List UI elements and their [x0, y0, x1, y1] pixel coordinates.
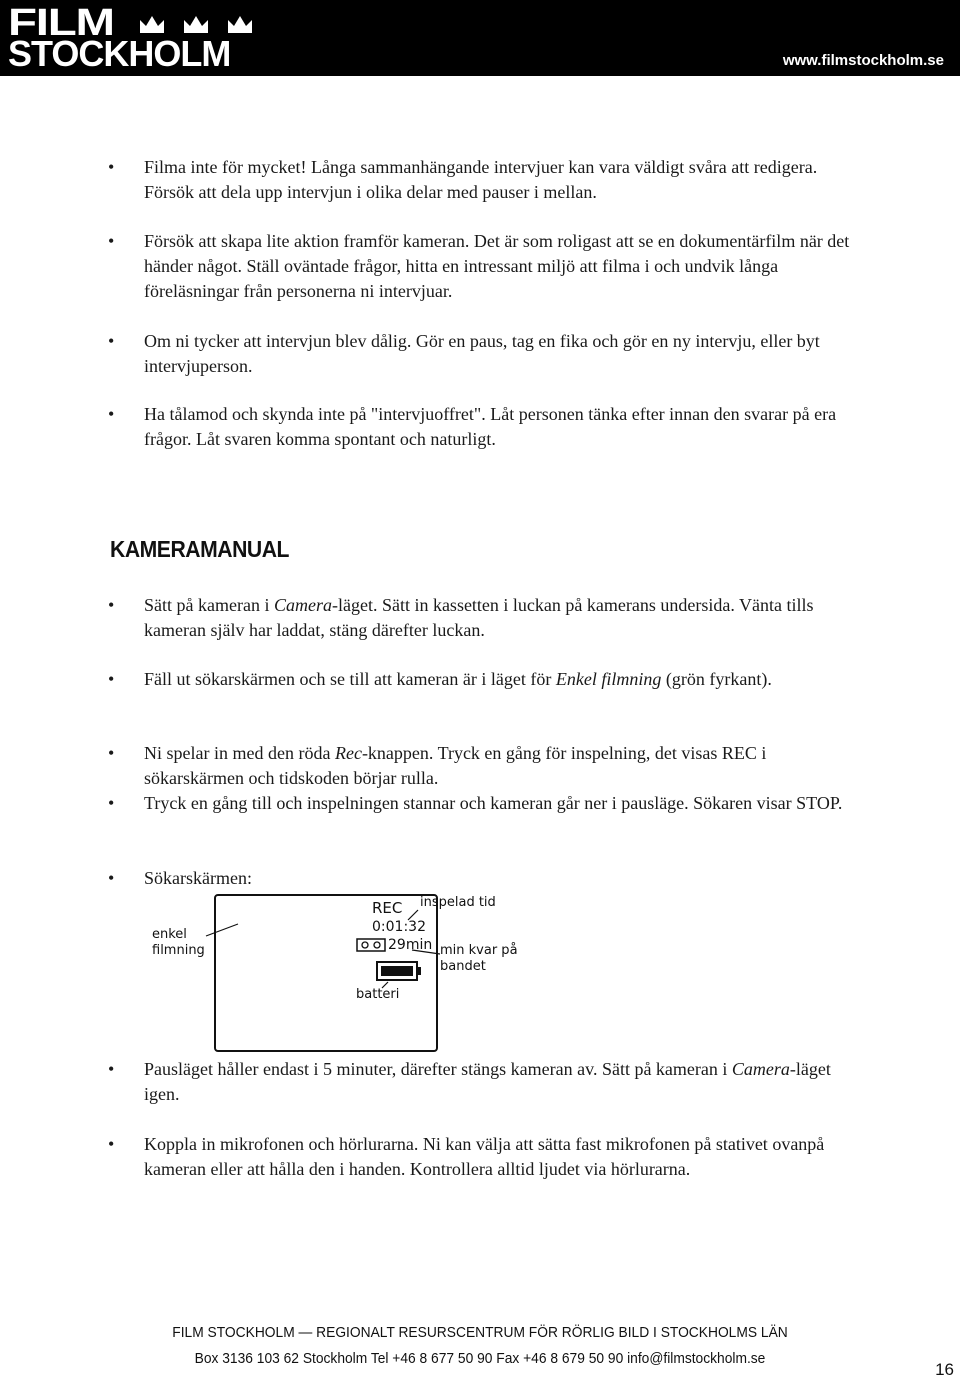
section-heading: KAMERAMANUAL — [110, 536, 290, 562]
list-item-text: -läget igen. — [144, 1059, 831, 1104]
list-item — [108, 791, 864, 816]
list-item — [108, 741, 864, 791]
list-item — [108, 329, 864, 379]
website-link[interactable]: www.filmstockholm.se — [782, 52, 944, 69]
list-item-text: Filma inte för mycket! Långa sammanhängande intervjuer kan vara väldigt svåra att redigera. Försök att dela upp intervjun i olika delar med pauser i mellan. — [144, 157, 818, 202]
mode-label-line2: filmning — [152, 943, 205, 958]
film-stockholm-logo[interactable] — [8, 4, 260, 72]
emphasis-camera: Camera — [731, 1059, 790, 1079]
emphasis-rec: Rec — [334, 743, 362, 763]
bullet-icon: • — [108, 743, 115, 763]
mode-label-line1: enkel — [152, 927, 187, 942]
list-item — [108, 155, 864, 205]
bullet-icon: • — [108, 868, 115, 888]
list-item-text: Sökarskärmen: — [144, 868, 252, 888]
viewfinder-diagram — [150, 888, 530, 1053]
bullet-icon: • — [108, 404, 115, 424]
bullet-icon: • — [108, 1059, 115, 1079]
emphasis-camera: Camera — [273, 595, 332, 615]
list-item-text: Pausläget håller endast i 5 minuter, därefter stängs kameran av. Sätt på kameran i — [144, 1059, 732, 1079]
remaining-label-line2: bandet — [440, 959, 486, 974]
bullet-icon: • — [108, 669, 115, 689]
list-item — [108, 593, 864, 643]
list-item — [108, 1057, 864, 1107]
remaining-time: 29min — [388, 937, 433, 953]
list-item-text: Försök att skapa lite aktion framför kameran. Det är som roligast att se en dokumentärfilm när det händer något. Ställ oväntade frågor, hitta en intressant miljö att filma i och undvik långa föreläsningar från personerna ni intervjuar. — [144, 231, 850, 301]
footer-contact: Box 3136 103 62 Stockholm Tel +46 8 677 50 90 Fax +46 8 679 50 90 info@filmstockholm.se — [194, 1350, 766, 1367]
list-item-text: Fäll ut sökarskärmen och se till att kameran är i läget för — [144, 669, 556, 689]
battery-label: batteri — [356, 987, 400, 1002]
emphasis-enkel-filmning: Enkel filmning — [555, 669, 662, 689]
recorded-time-label: inspelad tid — [420, 895, 496, 910]
list-item — [108, 402, 864, 452]
list-item-text: Ni spelar in med den röda — [144, 743, 335, 763]
list-item-text: (grön fyrkant). — [661, 669, 772, 689]
timecode: 0:01:32 — [372, 919, 426, 935]
bullet-icon: • — [108, 793, 115, 813]
list-item-text: Koppla in mikrofonen och hörlurarna. Ni kan välja att sätta fast mikrofonen på stativet ovanpå kameran eller att hålla den i handen. Kontrollera alltid ljudet via hörlurarna. — [144, 1134, 825, 1179]
list-item — [108, 229, 864, 304]
logo-text-stockholm: STOCKHOLM — [8, 33, 231, 74]
list-item-text: -läget. Sätt in kassetten i luckan på kamerans undersida. Vänta tills kameran själv har laddat, stäng därefter luckan. — [144, 595, 814, 640]
header-bar — [0, 0, 960, 76]
bullet-icon: • — [108, 1134, 115, 1154]
three-crowns-icon — [136, 10, 262, 34]
list-item-text: Om ni tycker att intervjun blev dålig. Gör en paus, tag en fika och gör en ny intervju, eller byt intervjuperson. — [144, 331, 820, 376]
bullet-icon: • — [108, 331, 115, 351]
rec-indicator: REC — [372, 899, 403, 917]
footer-organization: FILM STOCKHOLM — REGIONALT RESURSCENTRUM FÖR RÖRLIG BILD I STOCKHOLMS LÄN — [172, 1324, 788, 1341]
list-item — [108, 667, 864, 692]
remaining-label-line1: min kvar på — [440, 943, 518, 958]
list-item — [108, 1132, 864, 1182]
list-item-text: -knappen. Tryck en gång för inspelning, det visas REC i sökarskärmen och tidskoden börjar rulla. — [144, 743, 767, 788]
logo-text-film: FILM — [8, 2, 114, 44]
list-item-text: Sätt på kameran i — [144, 595, 274, 615]
bullet-icon: • — [108, 595, 115, 615]
page-number: 16 — [935, 1360, 954, 1379]
callout-lines — [150, 888, 530, 1053]
list-item-text: Ha tålamod och skynda inte på "intervjuoffret". Låt personen tänka efter innan den svarar på era frågor. Låt svaren komma spontant och naturligt. — [144, 404, 837, 449]
bullet-icon: • — [108, 231, 115, 251]
list-item-text: Tryck en gång till och inspelningen stannar och kameran går ner i pausläge. Sökaren visar STOP. — [144, 793, 843, 813]
bullet-icon: • — [108, 157, 115, 177]
